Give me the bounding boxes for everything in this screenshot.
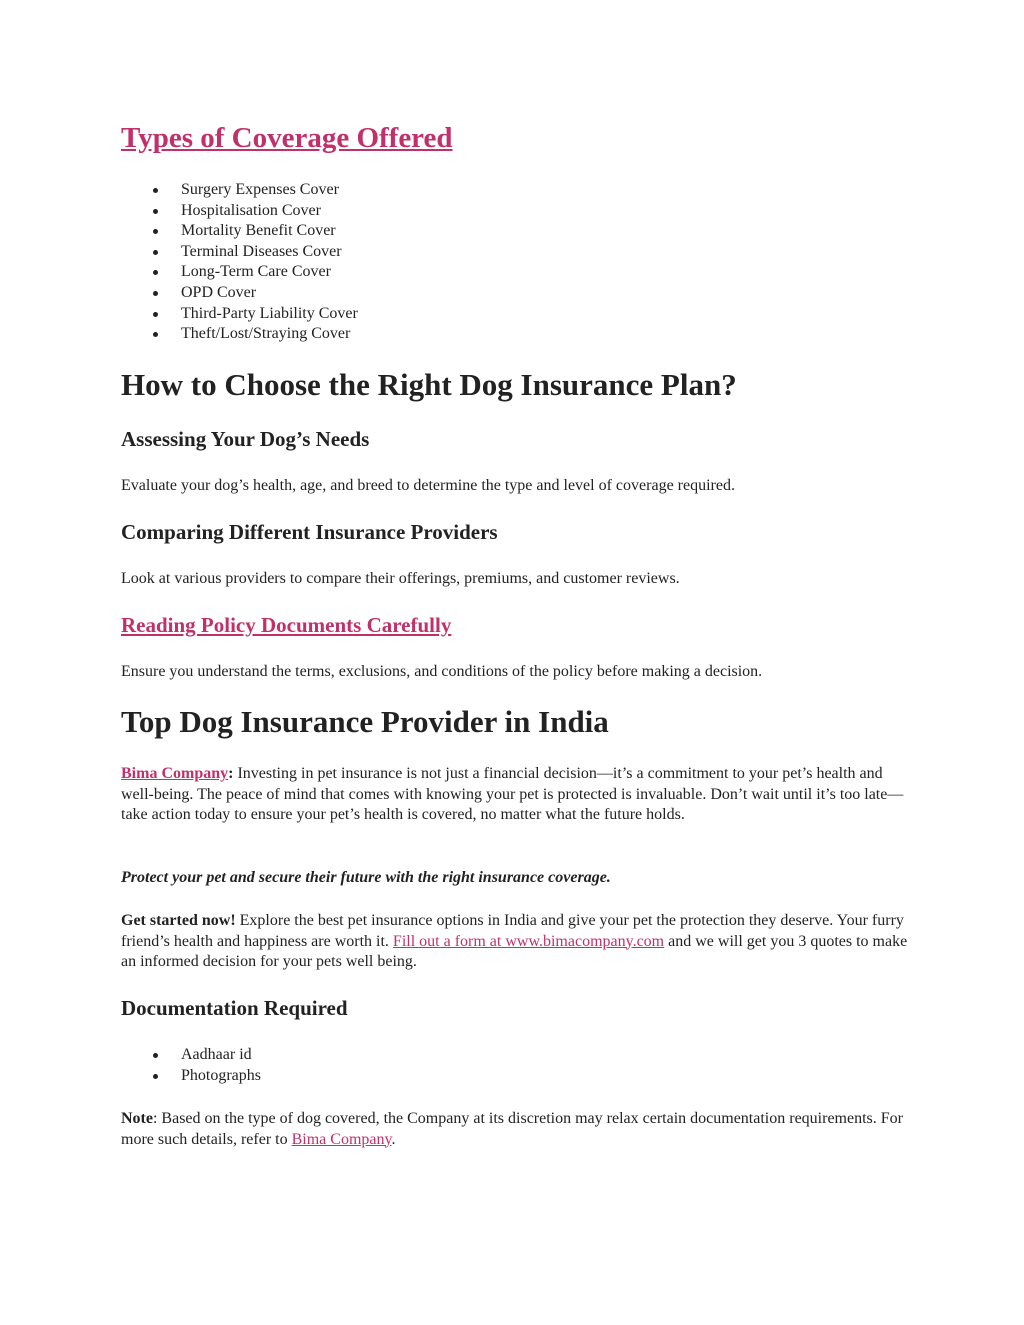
list-item: Third-Party Liability Cover: [121, 304, 358, 325]
reading-policy-heading: [121, 612, 451, 638]
bima-company-link[interactable]: Bima Company: [121, 765, 229, 782]
coverage-heading-link[interactable]: Types of Coverage Offered: [121, 122, 453, 154]
cta-paragraph: [121, 911, 911, 973]
coverage-heading: [121, 121, 453, 155]
list-item: Photographs: [121, 1066, 261, 1087]
list-item: Hospitalisation Cover: [121, 201, 358, 222]
bullet-icon: [153, 1053, 158, 1058]
bullet-icon: [153, 270, 158, 275]
bullet-icon: [153, 1074, 158, 1079]
cta-bold: Get started now!: [121, 912, 236, 929]
note-label: Note: [121, 1110, 153, 1127]
comparing-providers-text: Look at various providers to compare their offerings, premiums, and customer reviews.: [121, 570, 680, 587]
list-item: Theft/Lost/Straying Cover: [121, 324, 358, 345]
note-paragraph: [121, 1109, 911, 1150]
cta-text-2: and we will get you 3 quotes to make an informed decision for your pets well being.: [121, 932, 908, 971]
bullet-icon: [153, 209, 158, 214]
comparing-providers-heading: Comparing Different Insurance Providers: [121, 520, 498, 544]
form-link[interactable]: Fill out a form at www.bimacompany.com: [392, 932, 665, 950]
top-provider-heading: Top Dog Insurance Provider in India: [121, 704, 609, 739]
choose-plan-heading: How to Choose the Right Dog Insurance Plan?: [121, 367, 737, 402]
bullet-icon: [153, 332, 158, 337]
assessing-needs-heading: Assessing Your Dog’s Needs: [121, 427, 370, 451]
bullet-icon: [153, 312, 158, 317]
reading-policy-link[interactable]: Reading Policy Documents Carefully: [121, 613, 452, 637]
list-item: OPD Cover: [121, 283, 358, 304]
coverage-list: [121, 180, 358, 345]
bullet-icon: [153, 291, 158, 296]
note-end: .: [391, 1130, 396, 1148]
assessing-needs-text: Evaluate your dog’s health, age, and breed to determine the type and level of coverage required.: [121, 477, 735, 494]
documentation-list: [121, 1045, 261, 1086]
cta-text-1: Explore the best pet insurance options in India and give your pet the protection they deserve. Your furry friend’s health and happiness are worth it.: [121, 912, 904, 950]
list-item: Aadhaar id: [121, 1045, 261, 1066]
intro-colon: :: [228, 765, 234, 782]
list-item: Mortality Benefit Cover: [121, 221, 358, 242]
tagline: Protect your pet and secure their future with the right insurance coverage.: [121, 869, 611, 886]
bima-company-note-link[interactable]: Bima Company: [291, 1130, 392, 1148]
bullet-icon: [153, 188, 158, 193]
provider-intro-paragraph: [121, 764, 911, 826]
bullet-icon: [153, 250, 158, 255]
list-item: Long-Term Care Cover: [121, 262, 358, 283]
note-text: : Based on the type of dog covered, the Company at its discretion may relax certain documentation requirements. For more such details, refer to: [121, 1110, 903, 1148]
reading-policy-text: Ensure you understand the terms, exclusions, and conditions of the policy before making a decision.: [121, 663, 763, 680]
documentation-heading: Documentation Required: [121, 996, 348, 1020]
bullet-icon: [153, 229, 158, 234]
list-item: Terminal Diseases Cover: [121, 242, 358, 263]
intro-text: Investing in pet insurance is not just a financial decision—it’s a commitment to your pet’s health and well-being. The peace of mind that comes with knowing your pet is protected is invaluable. Don’t wait until it’s too late—take action today to ensure your pet’s health is covered, no matter what the future holds.: [121, 765, 904, 824]
list-item: Surgery Expenses Cover: [121, 180, 358, 201]
